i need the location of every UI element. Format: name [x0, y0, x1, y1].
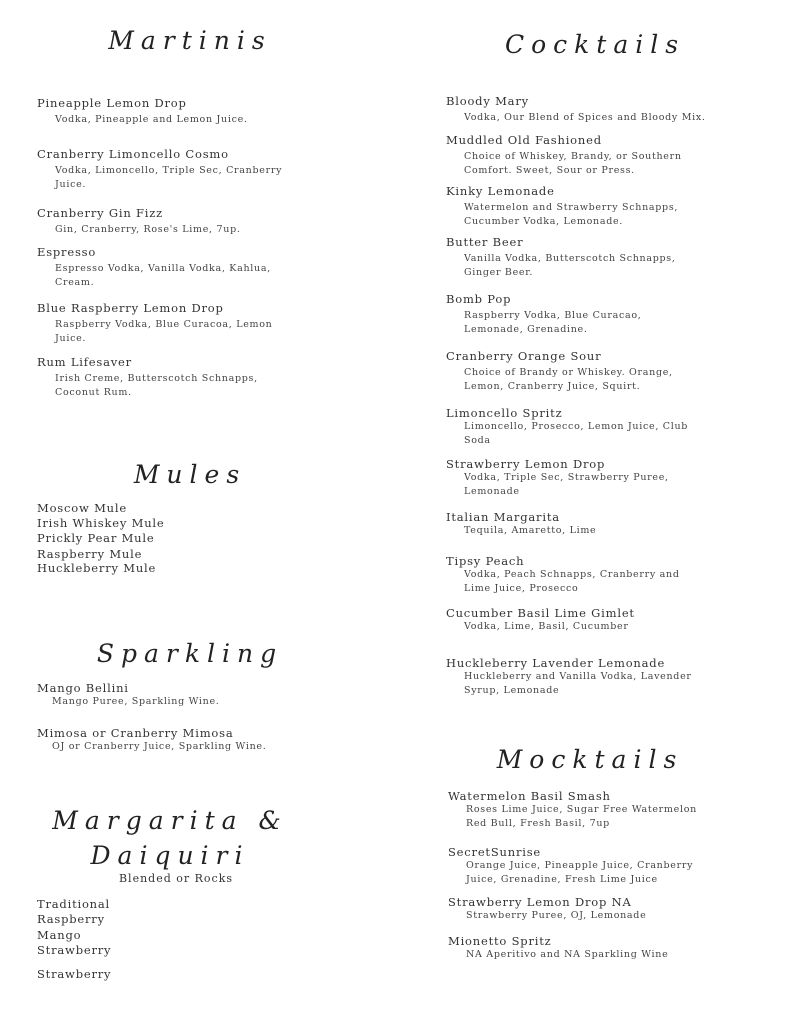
item-name: Cranberry Orange Sour [446, 349, 602, 363]
item-description: Vodka, Our Blend of Spices and Bloody Mix. [464, 112, 706, 123]
menu-item [446, 235, 706, 280]
margarita-heading: Margarita & [52, 806, 288, 835]
item-description: Vodka, Limoncello, Triple Sec, Cranberry Juice. [55, 165, 283, 190]
item-name: Huckleberry Lavender Lemonade [446, 656, 666, 670]
daiquiri-heading: Daiquiri [90, 841, 250, 870]
item-name: Strawberry Lemon Drop NA [448, 895, 632, 909]
item-description: Vanilla Vodka, Butterscotch Schnapps, Ginger Beer. [464, 253, 676, 278]
list-item: Irish Whiskey Mule [37, 516, 165, 530]
menu-item [37, 355, 287, 400]
item-name: Cranberry Limoncello Cosmo [37, 147, 229, 161]
item-description: Orange Juice, Pineapple Juice, Cranberry Juice, Grenadine, Fresh Lime Juice [466, 860, 694, 885]
list-item: Strawberry [37, 943, 112, 957]
item-name: Bomb Pop [446, 292, 512, 306]
item-description: Irish Creme, Butterscotch Schnapps, Coconut Rum. [55, 373, 258, 398]
list-item: Strawberry [37, 967, 112, 981]
item-description: Vodka, Peach Schnapps, Cranberry and Lime Juice, Prosecco [464, 569, 680, 594]
item-description: Choice of Brandy or Whiskey. Orange, Lemon, Cranberry Juice, Squirt. [464, 367, 673, 392]
menu-item [37, 96, 297, 127]
item-description: Espresso Vodka, Vanilla Vodka, Kahlua, Cream. [55, 263, 271, 288]
item-description: Gin, Cranberry, Rose's Lime, 7up. [55, 224, 241, 235]
menu-item [446, 457, 706, 499]
item-name: Limoncello Spritz [446, 406, 563, 420]
mules-heading: Mules [133, 460, 247, 489]
item-name: Blue Raspberry Lemon Drop [37, 301, 224, 315]
menu-item [37, 301, 287, 346]
menu-item [37, 681, 317, 709]
menu-item [37, 245, 287, 290]
menu-item [446, 606, 706, 634]
menu-item [37, 206, 297, 237]
menu-item [446, 554, 706, 596]
menu-item [446, 510, 706, 538]
item-description: OJ or Cranberry Juice, Sparkling Wine. [52, 741, 267, 752]
item-description: Strawberry Puree, OJ, Lemonade [466, 910, 647, 921]
martinis-heading: Martinis [108, 26, 272, 55]
mocktails-heading: Mocktails [496, 745, 684, 774]
menu-item [448, 895, 718, 923]
list-item: Prickly Pear Mule [37, 531, 155, 545]
margarita-subtitle: Blended or Rocks [118, 872, 234, 885]
menu-item [446, 292, 676, 337]
menu-item [446, 656, 706, 698]
item-description: Vodka, Pineapple and Lemon Juice. [55, 114, 248, 125]
item-description: Limoncello, Prosecco, Lemon Juice, Club Soda [464, 421, 689, 446]
item-description: Choice of Whiskey, Brandy, or Southern Comfort. Sweet, Sour or Press. [464, 151, 682, 176]
item-description: Mango Puree, Sparkling Wine. [52, 696, 220, 707]
item-description: Roses Lime Juice, Sugar Free Watermelon Red Bull, Fresh Basil, 7up [466, 804, 697, 829]
sparkling-heading: Sparkling [96, 639, 284, 668]
item-name: Strawberry Lemon Drop [446, 457, 606, 471]
item-name: Rum Lifesaver [37, 355, 132, 369]
menu-item [37, 726, 317, 754]
list-item: Traditional [37, 897, 111, 911]
menu-item [37, 147, 297, 192]
item-description: Huckleberry and Vanilla Vodka, Lavender Syrup, Lemonade [464, 671, 692, 696]
item-name: Mionetto Spritz [448, 934, 552, 948]
item-name: Butter Beer [446, 235, 524, 249]
item-name: Italian Margarita [446, 510, 560, 524]
list-item: Huckleberry Mule [37, 561, 157, 575]
menu-item [446, 349, 706, 394]
item-description: Vodka, Triple Sec, Strawberry Puree, Lemonade [464, 472, 669, 497]
item-description: Tequila, Amaretto, Lime [464, 525, 597, 536]
menu-item [448, 789, 718, 831]
menu-item [448, 934, 718, 962]
list-item: Raspberry [37, 912, 105, 926]
menu-item [448, 845, 718, 887]
menu-item [446, 133, 706, 178]
menu-item [446, 94, 716, 125]
item-name: Mimosa or Cranberry Mimosa [37, 726, 234, 740]
item-description: Vodka, Lime, Basil, Cucumber [464, 621, 629, 632]
item-name: Mango Bellini [37, 681, 129, 695]
list-item: Mango [37, 928, 82, 942]
item-name: Cranberry Gin Fizz [37, 206, 163, 220]
item-name: Pineapple Lemon Drop [37, 96, 187, 110]
menu-item [446, 406, 706, 448]
cocktails-heading: Cocktails [504, 30, 686, 59]
item-name: Kinky Lemonade [446, 184, 555, 198]
item-description: Raspberry Vodka, Blue Curacoa, Lemon Juice. [55, 319, 273, 344]
list-item: Moscow Mule [37, 501, 127, 515]
item-name: Muddled Old Fashioned [446, 133, 602, 147]
item-description: Raspberry Vodka, Blue Curacao, Lemonade, Grenadine. [464, 310, 642, 335]
item-name: Tipsy Peach [446, 554, 525, 568]
item-name: Espresso [37, 245, 97, 259]
item-description: NA Aperitivo and NA Sparkling Wine [466, 949, 669, 960]
list-item: Raspberry Mule [37, 547, 143, 561]
menu-item [446, 184, 706, 229]
item-name: Watermelon Basil Smash [448, 789, 611, 803]
item-name: Bloody Mary [446, 94, 529, 108]
item-description: Watermelon and Strawberry Schnapps, Cucumber Vodka, Lemonade. [464, 202, 679, 227]
item-name: SecretSunrise [448, 845, 542, 859]
item-name: Cucumber Basil Lime Gimlet [446, 606, 635, 620]
